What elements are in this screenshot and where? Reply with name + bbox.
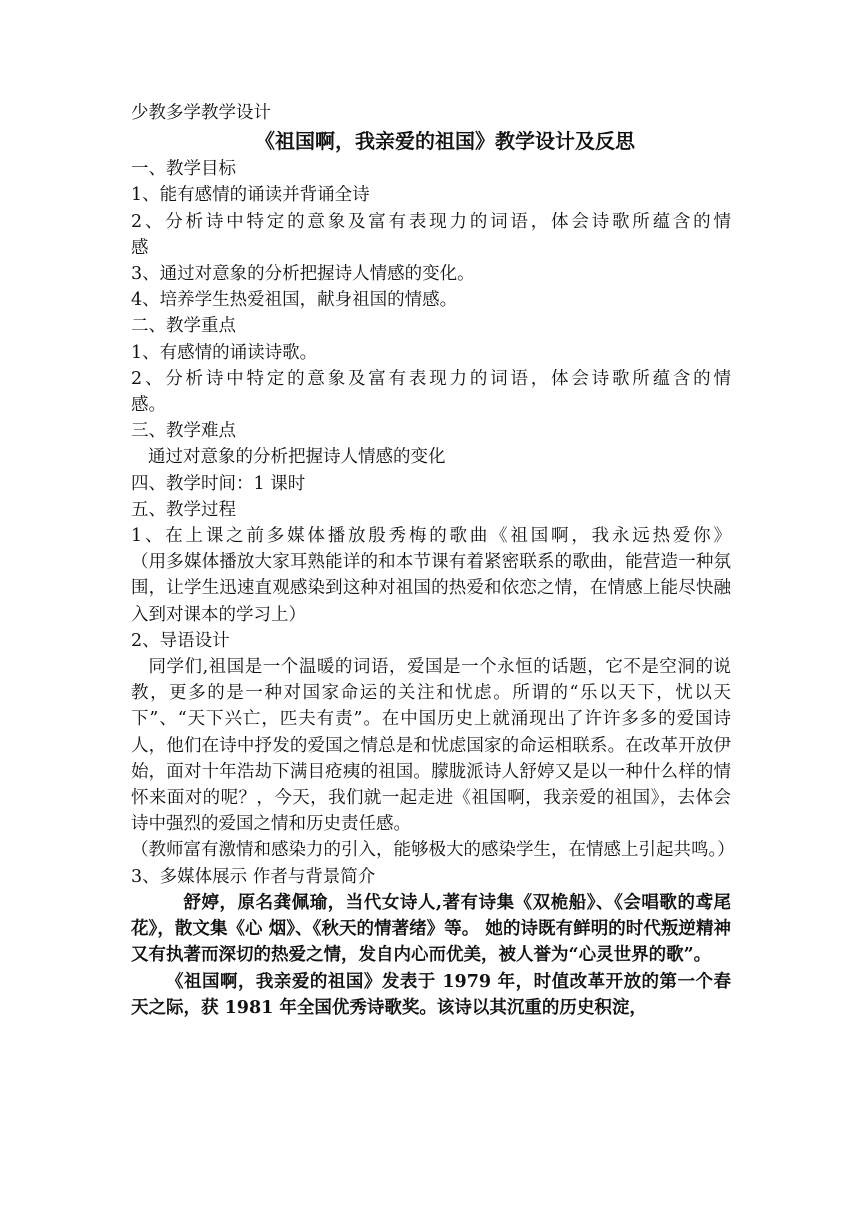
document-page: [131, 100, 735, 1021]
process-step-1: 1、在上课之前多媒体播放殷秀梅的歌曲《祖国啊，我永远热爱你》: [131, 526, 731, 547]
process-step-1-note: （用多媒体播放大家耳熟能详的和本节课有着紧密联系的歌曲，能营造一种氛围，让学生迅速直观感染到这种对祖国的热爱和依恋之情，在情感上能尽快融入到对课本的学习上）: [131, 552, 731, 625]
goal-item-1: 1、能有感情的诵读并背诵全诗: [131, 185, 370, 206]
goal-item-2-line-1: 2、分析诗中特定的意象及富有表现力的词语，体会诗歌所蕴含的情: [131, 211, 731, 232]
focus-heading: 二、教学重点: [131, 316, 236, 337]
intro-text: 同学们,祖国是一个温暖的词语，爱国是一个永恒的话题，它不是空洞的说教，更多的是一种对国家命运的关注和忧虑。所谓的“乐以天下，忧以天下”、“天下兴亡，匹夫有责”。在中国历史上就涌现出了许许多多的爱国诗人，他们在诗中抒发的爱国之情总是和忧虑国家的命运相联系。在改革开放伊始，面对十年浩劫下满目疮痍的祖国。朦胧派诗人舒婷又是以一种什么样的情怀来面对的呢？，今天，我们就一起走进《祖国啊，我亲爱的祖国》，去体会诗中强烈的爱国之情和历史责任感。: [131, 657, 731, 835]
process-step-3: 3、多媒体展示 作者与背景简介: [131, 866, 376, 887]
document-header: 少教多学教学设计: [131, 103, 271, 123]
goal-item-4: 4、培养学生热爱祖国，献身祖国的情感。: [131, 290, 458, 311]
goal-item-3: 3、通过对意象的分析把握诗人情感的变化。: [131, 264, 475, 285]
difficulty-heading: 三、教学难点: [131, 421, 236, 442]
background-text: 《祖国啊，我亲爱的祖国》发表于 1979 年，时值改革开放的第一个春天之际，获 1981 年全国优秀诗歌奖。该诗以其沉重的历史积淀，: [131, 971, 731, 1018]
process-step-2: 2、导语设计: [131, 630, 230, 651]
intro-note: （教师富有激情和感染力的引入，能够极大的感染学生，在情感上引起共鸣。）: [131, 840, 735, 861]
process-heading: 五、教学过程: [131, 499, 236, 520]
document-title: 《祖国啊，我亲爱的祖国》教学设计及反思: [255, 129, 635, 154]
focus-item-1: 1、有感情的诵读诗歌。: [131, 342, 318, 363]
time-heading: 四、教学时间：1 课时: [131, 473, 306, 494]
focus-item-2-line-1: 2、分析诗中特定的意象及富有表现力的词语，体会诗歌所蕴含的情: [131, 368, 731, 389]
focus-item-2-line-2: 感。: [131, 395, 166, 416]
author-text: 舒婷，原名龚佩瑜，当代女诗人,著有诗集《双桅船》、《会唱歌的鸢尾花》，散文集《心 烟》、《秋天的情著绪》等。 她的诗既有鲜明的时代叛逆精神又有执著而深切的热爱之情，发自内心而优美，被人誉为“心灵世界的歌”。: [131, 892, 731, 966]
goal-item-2-line-2: 感: [131, 237, 149, 258]
difficulty-text: 通过对意象的分析把握诗人情感的变化: [148, 447, 446, 468]
goals-heading: 一、教学目标: [131, 159, 236, 180]
